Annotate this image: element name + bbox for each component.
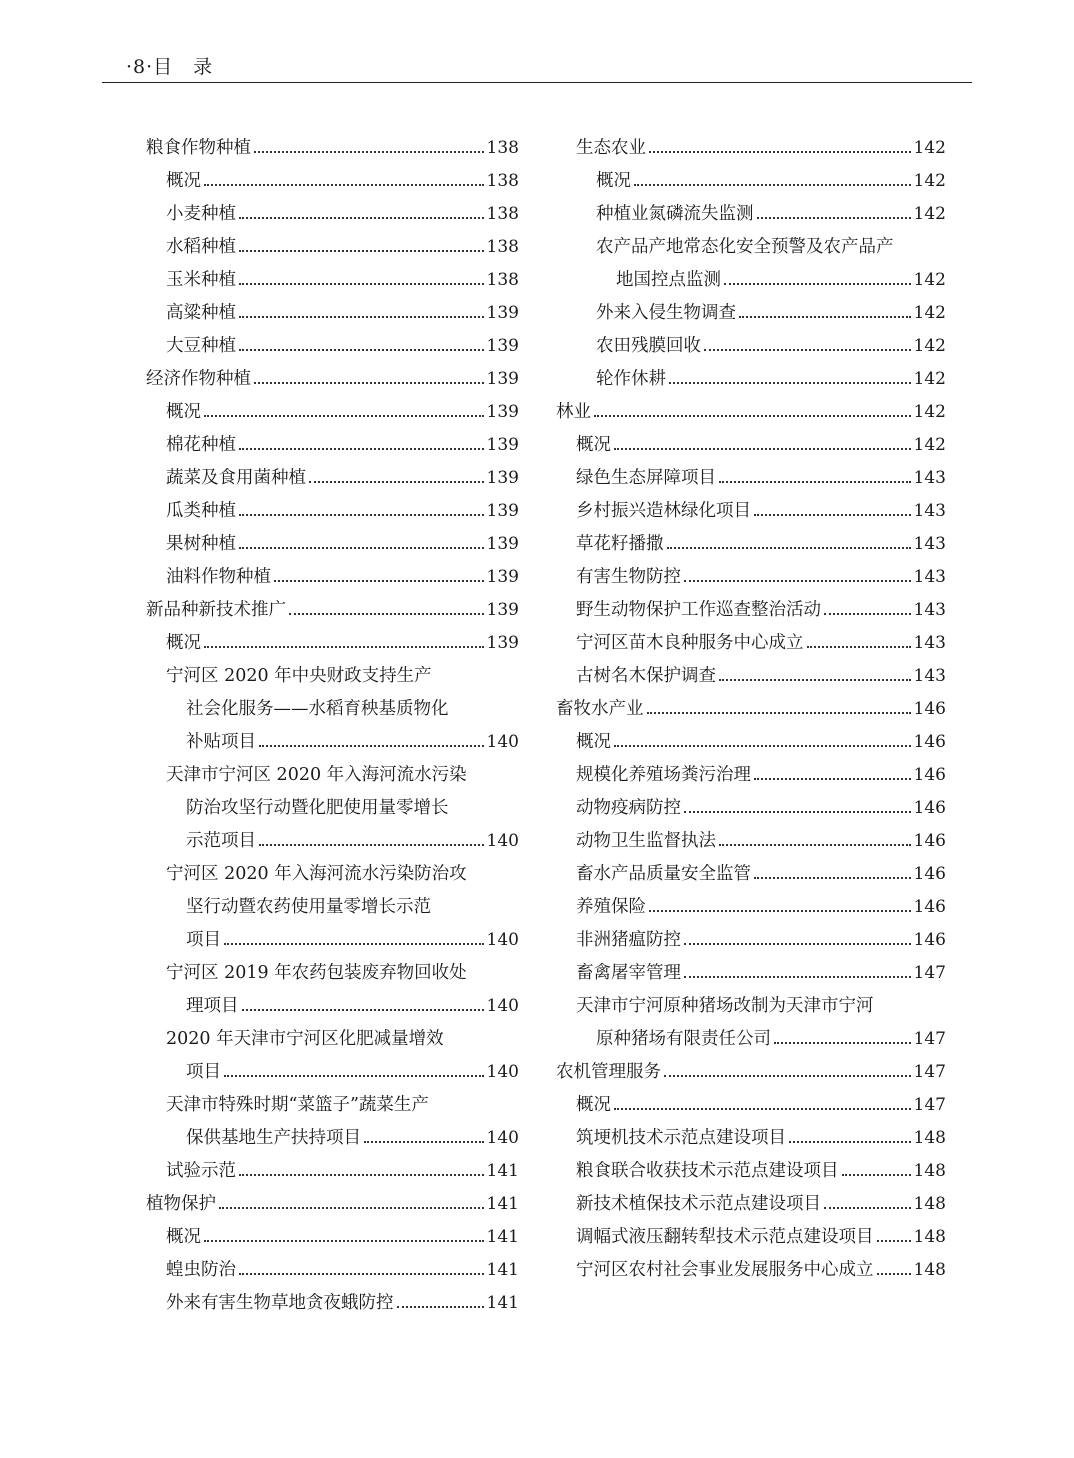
toc-entry[interactable] <box>146 198 519 231</box>
toc-entry-title: 粮食联合收获技术示范点建设项目 <box>576 1161 839 1181</box>
toc-entry[interactable] <box>556 231 946 264</box>
toc-entry[interactable] <box>556 462 946 495</box>
toc-entry-page: 141 <box>486 1260 519 1280</box>
toc-entry-title: 瓜类种植 <box>166 501 236 521</box>
dot-leader <box>647 712 911 714</box>
toc-entry[interactable] <box>146 1122 519 1155</box>
toc-entry[interactable] <box>556 198 946 231</box>
dot-leader <box>684 976 911 978</box>
toc-entry[interactable] <box>146 594 519 627</box>
dot-leader <box>219 1207 484 1209</box>
toc-entry-page: 139 <box>486 336 519 356</box>
toc-entry[interactable] <box>556 627 946 660</box>
toc-entry-page: 140 <box>486 1128 519 1148</box>
toc-entry-page: 143 <box>913 534 946 554</box>
dot-leader <box>309 481 484 483</box>
toc-entry[interactable] <box>556 1023 946 1056</box>
toc-entry[interactable] <box>146 1056 519 1089</box>
dot-leader <box>364 1141 484 1143</box>
toc-entry[interactable] <box>146 726 519 759</box>
toc-entry[interactable] <box>556 429 946 462</box>
dot-leader <box>239 283 484 285</box>
toc-entry[interactable] <box>556 957 946 990</box>
toc-entry-title: 水稻种植 <box>166 237 236 257</box>
dot-leader <box>719 481 911 483</box>
toc-entry[interactable] <box>556 660 946 693</box>
toc-entry-page: 146 <box>913 831 946 851</box>
toc-entry-page: 141 <box>486 1161 519 1181</box>
toc-entry-title: 动物卫生监督执法 <box>576 831 716 851</box>
toc-entry[interactable] <box>146 561 519 594</box>
toc-entry-title: 概况 <box>166 1227 201 1247</box>
dot-leader <box>239 217 484 219</box>
toc-entry-page: 142 <box>913 336 946 356</box>
toc-entry-title: 蝗虫防治 <box>166 1260 236 1280</box>
toc-entry-page: 148 <box>913 1227 946 1247</box>
toc-entry[interactable] <box>146 231 519 264</box>
toc-entry[interactable] <box>556 990 946 1023</box>
toc-entry[interactable] <box>146 1287 519 1320</box>
toc-entry-title: 新技术植保技术示范点建设项目 <box>576 1194 821 1214</box>
toc-entry-title: 外来有害生物草地贪夜蛾防控 <box>166 1293 394 1313</box>
toc-entry[interactable] <box>556 891 946 924</box>
toc-entry-title: 概况 <box>576 732 611 752</box>
toc-entry-page: 142 <box>913 204 946 224</box>
toc-entry-page: 147 <box>913 963 946 983</box>
toc-entry-title: 原种猪场有限责任公司 <box>596 1029 771 1049</box>
toc-entry[interactable] <box>556 561 946 594</box>
toc-entry-title: 乡村振兴造林绿化项目 <box>576 501 751 521</box>
dot-leader <box>824 613 911 615</box>
toc-entry-title: 野生动物保护工作巡查整治活动 <box>576 600 821 620</box>
toc-entry[interactable] <box>146 297 519 330</box>
toc-entry-title: 防治攻坚行动暨化肥使用量零增长 <box>186 798 449 818</box>
dot-leader <box>789 1141 911 1143</box>
toc-entry[interactable] <box>556 297 946 330</box>
dot-leader <box>704 349 911 351</box>
dot-leader <box>877 1240 911 1242</box>
dot-leader <box>684 811 911 813</box>
toc-entry-page: 148 <box>913 1128 946 1148</box>
toc-entry[interactable] <box>146 693 519 726</box>
dot-leader <box>239 448 484 450</box>
dot-leader <box>224 1075 484 1077</box>
dot-leader <box>239 547 484 549</box>
dot-leader <box>807 646 911 648</box>
toc-entry[interactable] <box>146 1221 519 1254</box>
toc-entry-page: 139 <box>486 633 519 653</box>
dot-leader <box>757 217 911 219</box>
toc-entry-title: 有害生物防控 <box>576 567 681 587</box>
dot-leader <box>397 1306 484 1308</box>
toc-entry-title: 示范项目 <box>186 831 256 851</box>
toc-entry[interactable] <box>146 528 519 561</box>
toc-entry-page: 138 <box>486 204 519 224</box>
toc-entry-page: 146 <box>913 732 946 752</box>
toc-entry-page: 143 <box>913 468 946 488</box>
dot-leader <box>824 1207 911 1209</box>
toc-entry-page: 146 <box>913 765 946 785</box>
dot-leader <box>239 349 484 351</box>
toc-entry-title: 农机管理服务 <box>556 1062 661 1082</box>
dot-leader <box>274 580 484 582</box>
dot-leader <box>842 1174 911 1176</box>
toc-entry[interactable] <box>556 132 946 165</box>
toc-entry[interactable] <box>146 858 519 891</box>
dot-leader <box>204 184 484 186</box>
toc-entry-title: 坚行动暨农药使用量零增长示范 <box>186 897 431 917</box>
toc-entry-page: 148 <box>913 1260 946 1280</box>
dot-leader <box>739 316 911 318</box>
toc-entry[interactable] <box>556 825 946 858</box>
dot-leader <box>239 250 484 252</box>
toc-entry-title: 动物疫病防控 <box>576 798 681 818</box>
toc-entry-title: 概况 <box>596 171 631 191</box>
toc-entry-title: 小麦种植 <box>166 204 236 224</box>
toc-entry-title: 外来入侵生物调查 <box>596 303 736 323</box>
dot-leader <box>684 580 911 582</box>
toc-entry[interactable] <box>146 165 519 198</box>
toc-entry[interactable] <box>556 1221 946 1254</box>
toc-entry-page: 143 <box>913 666 946 686</box>
toc-entry-title: 植物保护 <box>146 1194 216 1214</box>
toc-entry[interactable] <box>556 1089 946 1122</box>
toc-entry[interactable] <box>556 759 946 792</box>
toc-entry-page: 143 <box>913 633 946 653</box>
toc-entry[interactable] <box>556 528 946 561</box>
toc-entry-title: 种植业氮磷流失监测 <box>596 204 754 224</box>
dot-leader <box>667 547 911 549</box>
toc-entry[interactable] <box>146 891 519 924</box>
toc-entry-title: 果树种植 <box>166 534 236 554</box>
dot-leader <box>239 1273 484 1275</box>
toc-entry[interactable] <box>146 627 519 660</box>
toc-entry-title: 天津市宁河区 2020 年入海河流水污染 <box>166 765 467 785</box>
toc-entry-page: 142 <box>913 303 946 323</box>
toc-entry-title: 绿色生态屏障项目 <box>576 468 716 488</box>
toc-entry[interactable] <box>556 330 946 363</box>
toc-entry-page: 141 <box>486 1227 519 1247</box>
toc-entry-page: 146 <box>913 699 946 719</box>
toc-entry[interactable] <box>146 792 519 825</box>
toc-entry-title: 高粱种植 <box>166 303 236 323</box>
dot-leader <box>259 745 484 747</box>
toc-entry-page: 142 <box>913 138 946 158</box>
dot-leader <box>259 844 484 846</box>
toc-entry[interactable] <box>556 594 946 627</box>
toc-entry-title: 大豆种植 <box>166 336 236 356</box>
toc-entry-title: 社会化服务——水稻育秧基质物化 <box>186 699 449 719</box>
toc-entry-title: 古树名木保护调查 <box>576 666 716 686</box>
toc-entry[interactable] <box>146 330 519 363</box>
toc-entry[interactable] <box>146 1155 519 1188</box>
toc-entry-title: 油料作物种植 <box>166 567 271 587</box>
toc-entry-title: 棉花种植 <box>166 435 236 455</box>
toc-entry-page: 142 <box>913 402 946 422</box>
toc-entry-title: 概况 <box>576 1095 611 1115</box>
toc-entry-title: 保供基地生产扶持项目 <box>186 1128 361 1148</box>
toc-entry-page: 138 <box>486 171 519 191</box>
toc-entry-title: 概况 <box>166 633 201 653</box>
toc-entry-page: 142 <box>913 270 946 290</box>
toc-entry-title: 轮作休耕 <box>596 369 666 389</box>
toc-entry[interactable] <box>146 990 519 1023</box>
dot-leader <box>594 415 911 417</box>
toc-entry-title: 农产品产地常态化安全预警及农产品产 <box>596 237 894 257</box>
toc-right-column <box>556 132 946 1287</box>
toc-entry-title: 项目 <box>186 930 221 950</box>
page-header <box>102 46 972 83</box>
toc-left-column <box>146 132 519 1320</box>
dot-leader <box>649 151 911 153</box>
toc-entry[interactable] <box>146 1089 519 1122</box>
toc-entry-title: 畜禽屠宰管理 <box>576 963 681 983</box>
toc-entry-title: 蔬菜及食用菌种植 <box>166 468 306 488</box>
dot-leader <box>204 646 484 648</box>
toc-entry-page: 146 <box>913 897 946 917</box>
dot-leader <box>239 316 484 318</box>
toc-entry-page: 148 <box>913 1194 946 1214</box>
dot-leader <box>724 283 911 285</box>
dot-leader <box>664 1075 911 1077</box>
toc-entry[interactable] <box>556 1254 946 1287</box>
dot-leader <box>254 151 484 153</box>
toc-entry[interactable] <box>146 462 519 495</box>
dot-leader <box>289 613 484 615</box>
toc-entry[interactable] <box>146 132 519 165</box>
toc-entry-title: 概况 <box>576 435 611 455</box>
toc-entry[interactable] <box>556 264 946 297</box>
toc-entry[interactable] <box>556 1122 946 1155</box>
toc-entry-title: 林业 <box>556 402 591 422</box>
toc-entry-title: 草花籽播撒 <box>576 534 664 554</box>
toc-entry-title: 畜牧水产业 <box>556 699 644 719</box>
toc-entry-page: 142 <box>913 435 946 455</box>
toc-entry-page: 138 <box>486 138 519 158</box>
toc-entry[interactable] <box>146 396 519 429</box>
toc-entry[interactable] <box>146 957 519 990</box>
toc-entry-title: 粮食作物种植 <box>146 138 251 158</box>
toc-entry-page: 139 <box>486 435 519 455</box>
toc-entry-page: 139 <box>486 600 519 620</box>
toc-entry[interactable] <box>556 693 946 726</box>
toc-entry-page: 139 <box>486 567 519 587</box>
toc-entry-page: 140 <box>486 831 519 851</box>
toc-entry[interactable] <box>146 924 519 957</box>
toc-entry[interactable] <box>556 726 946 759</box>
toc-entry-page: 147 <box>913 1029 946 1049</box>
toc-entry[interactable] <box>146 759 519 792</box>
toc-entry-page: 148 <box>913 1161 946 1181</box>
dot-leader <box>224 943 484 945</box>
toc-entry[interactable] <box>146 660 519 693</box>
toc-entry-title: 天津市宁河原种猪场改制为天津市宁河 <box>576 996 874 1016</box>
toc-entry-title: 筑埂机技术示范点建设项目 <box>576 1128 786 1148</box>
toc-entry-page: 140 <box>486 732 519 752</box>
toc-entry[interactable] <box>556 165 946 198</box>
toc-entry-title: 规模化养殖场粪污治理 <box>576 765 751 785</box>
toc-entry-page: 143 <box>913 600 946 620</box>
toc-entry[interactable] <box>556 924 946 957</box>
toc-entry-title: 宁河区 2019 年农药包装废弃物回收处 <box>166 963 467 983</box>
toc-entry[interactable] <box>556 858 946 891</box>
toc-entry-page: 140 <box>486 1062 519 1082</box>
toc-entry-title: 项目 <box>186 1062 221 1082</box>
dot-leader <box>614 448 911 450</box>
toc-entry-page: 139 <box>486 402 519 422</box>
toc-entry-title: 养殖保险 <box>576 897 646 917</box>
toc-entry[interactable] <box>556 363 946 396</box>
toc-entry[interactable] <box>556 1056 946 1089</box>
toc-entry-title: 生态农业 <box>576 138 646 158</box>
dot-leader <box>669 382 911 384</box>
dot-leader <box>254 382 484 384</box>
toc-entry-title: 非洲猪瘟防控 <box>576 930 681 950</box>
toc-entry-title: 玉米种植 <box>166 270 236 290</box>
toc-entry-title: 农田残膜回收 <box>596 336 701 356</box>
toc-entry-page: 138 <box>486 237 519 257</box>
toc-entry-page: 141 <box>486 1194 519 1214</box>
toc-entry[interactable] <box>556 1155 946 1188</box>
toc-entry-title: 天津市特殊时期“菜篮子”蔬菜生产 <box>166 1095 429 1115</box>
dot-leader <box>754 778 911 780</box>
toc-entry-title: 宁河区 2020 年入海河流水污染防治攻 <box>166 864 467 884</box>
toc-entry-page: 142 <box>913 369 946 389</box>
toc-entry[interactable] <box>556 1188 946 1221</box>
toc-entry-page: 143 <box>913 501 946 521</box>
toc-entry-page: 140 <box>486 996 519 1016</box>
toc-entry-page: 141 <box>486 1293 519 1313</box>
dot-leader <box>239 1174 484 1176</box>
toc-entry-title: 地国控点监测 <box>616 270 721 290</box>
toc-entry-page: 140 <box>486 930 519 950</box>
toc-entry[interactable] <box>146 1254 519 1287</box>
toc-entry-title: 调幅式液压翻转犁技术示范点建设项目 <box>576 1227 874 1247</box>
dot-leader <box>204 415 484 417</box>
toc-entry[interactable] <box>146 429 519 462</box>
dot-leader <box>614 745 911 747</box>
toc-entry-page: 146 <box>913 864 946 884</box>
toc-entry[interactable] <box>556 396 946 429</box>
toc-entry[interactable] <box>146 1023 519 1056</box>
dot-leader <box>634 184 911 186</box>
toc-entry-title: 理项目 <box>186 996 239 1016</box>
dot-leader <box>754 877 911 879</box>
toc-entry[interactable] <box>146 1188 519 1221</box>
dot-leader <box>239 514 484 516</box>
toc-entry-page: 146 <box>913 798 946 818</box>
toc-entry-page: 143 <box>913 567 946 587</box>
dot-leader <box>719 679 911 681</box>
toc-entry-title: 试验示范 <box>166 1161 236 1181</box>
toc-entry[interactable] <box>556 792 946 825</box>
toc-entry-page: 139 <box>486 534 519 554</box>
toc-entry-title: 概况 <box>166 171 201 191</box>
toc-entry-title: 畜水产品质量安全监管 <box>576 864 751 884</box>
dot-leader <box>649 910 911 912</box>
dot-leader <box>684 943 911 945</box>
toc-entry-page: 142 <box>913 171 946 191</box>
toc-entry-title: 补贴项目 <box>186 732 256 752</box>
dot-leader <box>614 1108 911 1110</box>
toc-entry-page: 139 <box>486 303 519 323</box>
toc-entry[interactable] <box>146 495 519 528</box>
dot-leader <box>204 1240 484 1242</box>
toc-entry[interactable] <box>146 264 519 297</box>
toc-entry-page: 147 <box>913 1095 946 1115</box>
toc-entry-title: 宁河区农村社会事业发展服务中心成立 <box>576 1260 874 1280</box>
toc-entry[interactable] <box>556 495 946 528</box>
toc-entry-page: 147 <box>913 1062 946 1082</box>
toc-entry-title: 宁河区苗木良种服务中心成立 <box>576 633 804 653</box>
toc-entry-page: 139 <box>486 369 519 389</box>
dot-leader <box>242 1009 484 1011</box>
dot-leader <box>877 1273 911 1275</box>
toc-entry-page: 139 <box>486 468 519 488</box>
dot-leader <box>754 514 911 516</box>
toc-entry-title: 概况 <box>166 402 201 422</box>
toc-entry-page: 138 <box>486 270 519 290</box>
header-text: ·8·目 录 <box>126 56 214 78</box>
toc-entry[interactable] <box>146 825 519 858</box>
dot-leader <box>774 1042 911 1044</box>
toc-entry[interactable] <box>146 363 519 396</box>
toc-entry-title: 宁河区 2020 年中央财政支持生产 <box>166 666 432 686</box>
toc-entry-page: 146 <box>913 930 946 950</box>
toc-entry-title: 新品种新技术推广 <box>146 600 286 620</box>
toc-entry-title: 2020 年天津市宁河区化肥减量增效 <box>166 1029 444 1049</box>
toc-entry-title: 经济作物种植 <box>146 369 251 389</box>
toc-entry-page: 139 <box>486 501 519 521</box>
dot-leader <box>719 844 911 846</box>
